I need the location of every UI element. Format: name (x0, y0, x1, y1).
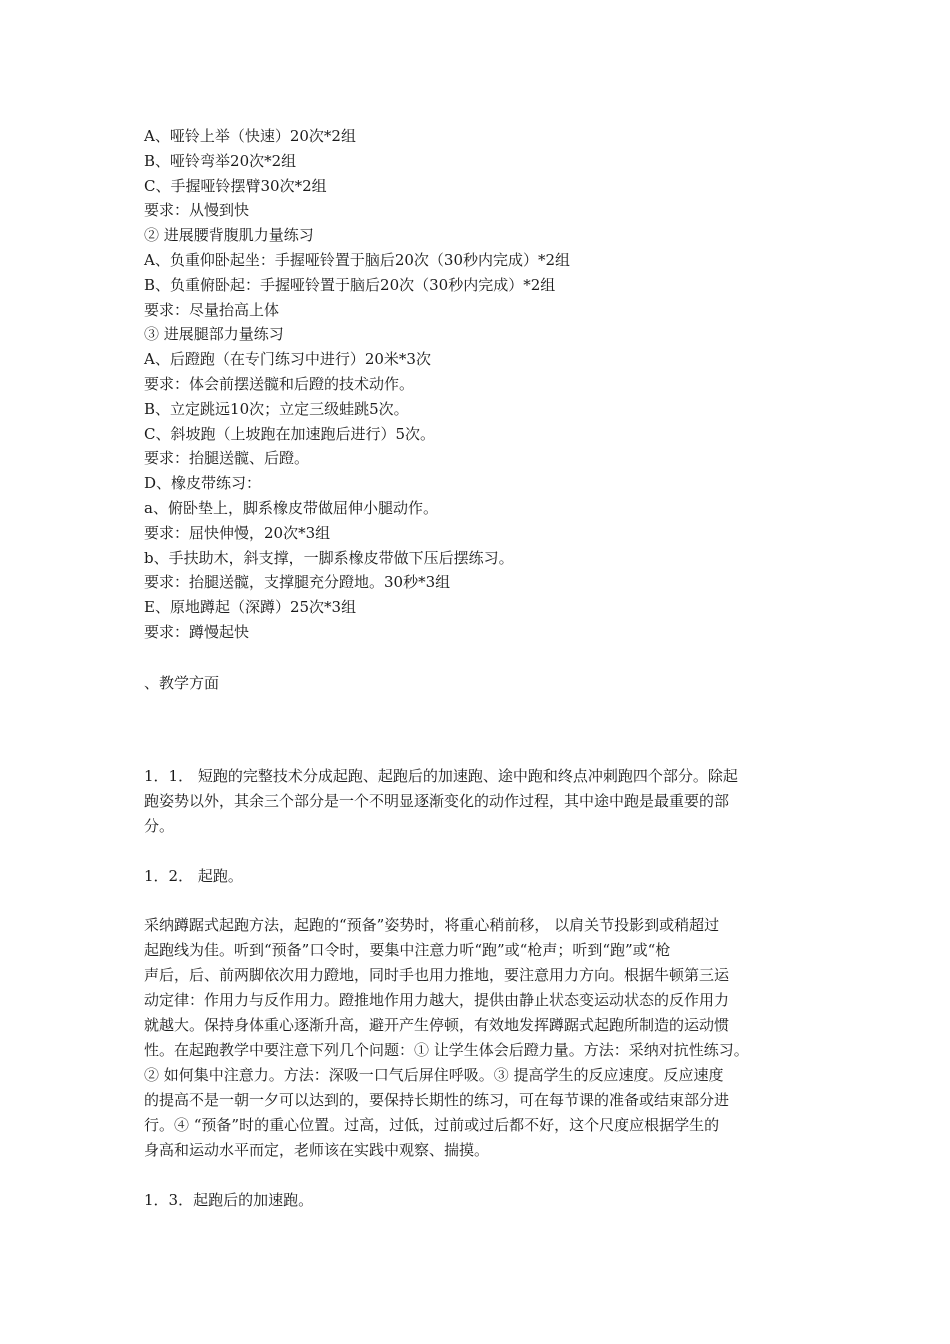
list-line: A、哑铃上举（快速）20次*2组 (144, 127, 356, 145)
list-line: B、负重俯卧起：手握哑铃置于脑后20次（30秒内完成）*2组 (144, 275, 556, 294)
heading-1-2: 1．2． 起跑。 (144, 866, 243, 885)
list-line: A、负重仰卧起坐：手握哑铃置于脑后20次（30秒内完成）*2组 (144, 250, 571, 269)
paragraph-line: 声后，后、前两脚依次用力蹬地，同时手也用力推地，要注意用力方向。根据牛顿第三运 (144, 966, 730, 985)
paragraph-line: 分。 (144, 816, 175, 835)
paragraph-line: 性。在起跑教学中要注意下列几个问题：① 让学生体会后蹬力量。方法：采纳对抗性练习。 (144, 1041, 749, 1060)
document-body (144, 124, 834, 1213)
heading-1-3: 1．3．起跑后的加速跑。 (144, 1191, 314, 1210)
paragraph-line: 跑姿势以外，其余三个部分是一个不明显逐渐变化的动作过程，其中途中跑是最重要的部 (144, 791, 730, 810)
paragraph-1-1 (144, 764, 834, 839)
list-line: a、俯卧垫上，脚系橡皮带做屈伸小腿动作。 (144, 498, 438, 517)
list-line: D、橡皮带练习： (144, 474, 262, 493)
list-line: C、斜坡跑（上坡跑在加速跑后进行）5次。 (144, 424, 436, 443)
training-list (144, 124, 834, 645)
list-line: A、后蹬跑（在专门练习中进行）20米*3次 (144, 350, 431, 369)
list-line: 要求：抬腿送髋、后蹬。 (144, 449, 310, 468)
list-line: B、立定跳远10次；立定三级蛙跳5次。 (144, 399, 409, 418)
list-line: ③ 进展腿部力量练习 (144, 325, 284, 344)
list-line: b、手扶助木，斜支撑，一脚系橡皮带做下压后摆练习。 (144, 548, 514, 567)
list-line: 要求：屈快伸慢，20次*3组 (144, 523, 331, 542)
list-line: 要求：抬腿送髋，支撑腿充分蹬地。30秒*3组 (144, 573, 451, 592)
list-line: 要求：体会前摆送髋和后蹬的技术动作。 (144, 374, 415, 393)
list-line: 要求：蹲慢起快 (144, 622, 250, 641)
paragraph-line: 动定律：作用力与反作用力。蹬推地作用力越大，提供由静止状态变运动状态的反作用力 (144, 991, 730, 1010)
list-line: E、原地蹲起（深蹲）25次*3组 (144, 598, 357, 617)
paragraph-line: 采纳蹲踞式起跑方法，起跑的“预备”姿势时，将重心稍前移， 以肩关节投影到或稍超过 (144, 916, 720, 935)
list-line: 要求：从慢到快 (144, 201, 250, 220)
list-line: ② 进展腰背腹肌力量练习 (144, 226, 314, 245)
paragraph-line: ② 如何集中注意力。方法：深吸一口气后屏住呼吸。③ 提高学生的反应速度。反应速度 (144, 1066, 724, 1085)
paragraph-line: 的提高不是一朝一夕可以达到的，要保持长期性的练习，可在每节课的准备或结束部分进 (144, 1091, 730, 1110)
list-line: C、手握哑铃摆臂30次*2组 (144, 176, 327, 195)
paragraph-line: 身高和运动水平而定，老师该在实践中观察、揣摸。 (144, 1141, 490, 1160)
section-heading: 、教学方面 (144, 673, 220, 692)
paragraph-line: 行。④ “预备”时的重心位置。过高，过低，过前或过后都不好，这个尺度应根据学生的 (144, 1116, 720, 1135)
paragraph-line: 就越大。保持身体重心逐渐升高，避开产生停顿，有效地发挥蹲踞式起跑所制造的运动惯 (144, 1016, 730, 1035)
list-line: 要求：尽量抬高上体 (144, 300, 280, 319)
paragraph-start (144, 913, 834, 1163)
paragraph-line: 起跑线为佳。听到“预备”口令时，要集中注意力听“跑”或“枪声；听到“跑”或“枪 (144, 941, 671, 960)
paragraph-line: 1．1． 短跑的完整技术分成起跑、起跑后的加速跑、途中跑和终点冲刺跑四个部分。除起 (144, 766, 738, 785)
list-line: B、哑铃弯举20次*2组 (144, 151, 297, 170)
